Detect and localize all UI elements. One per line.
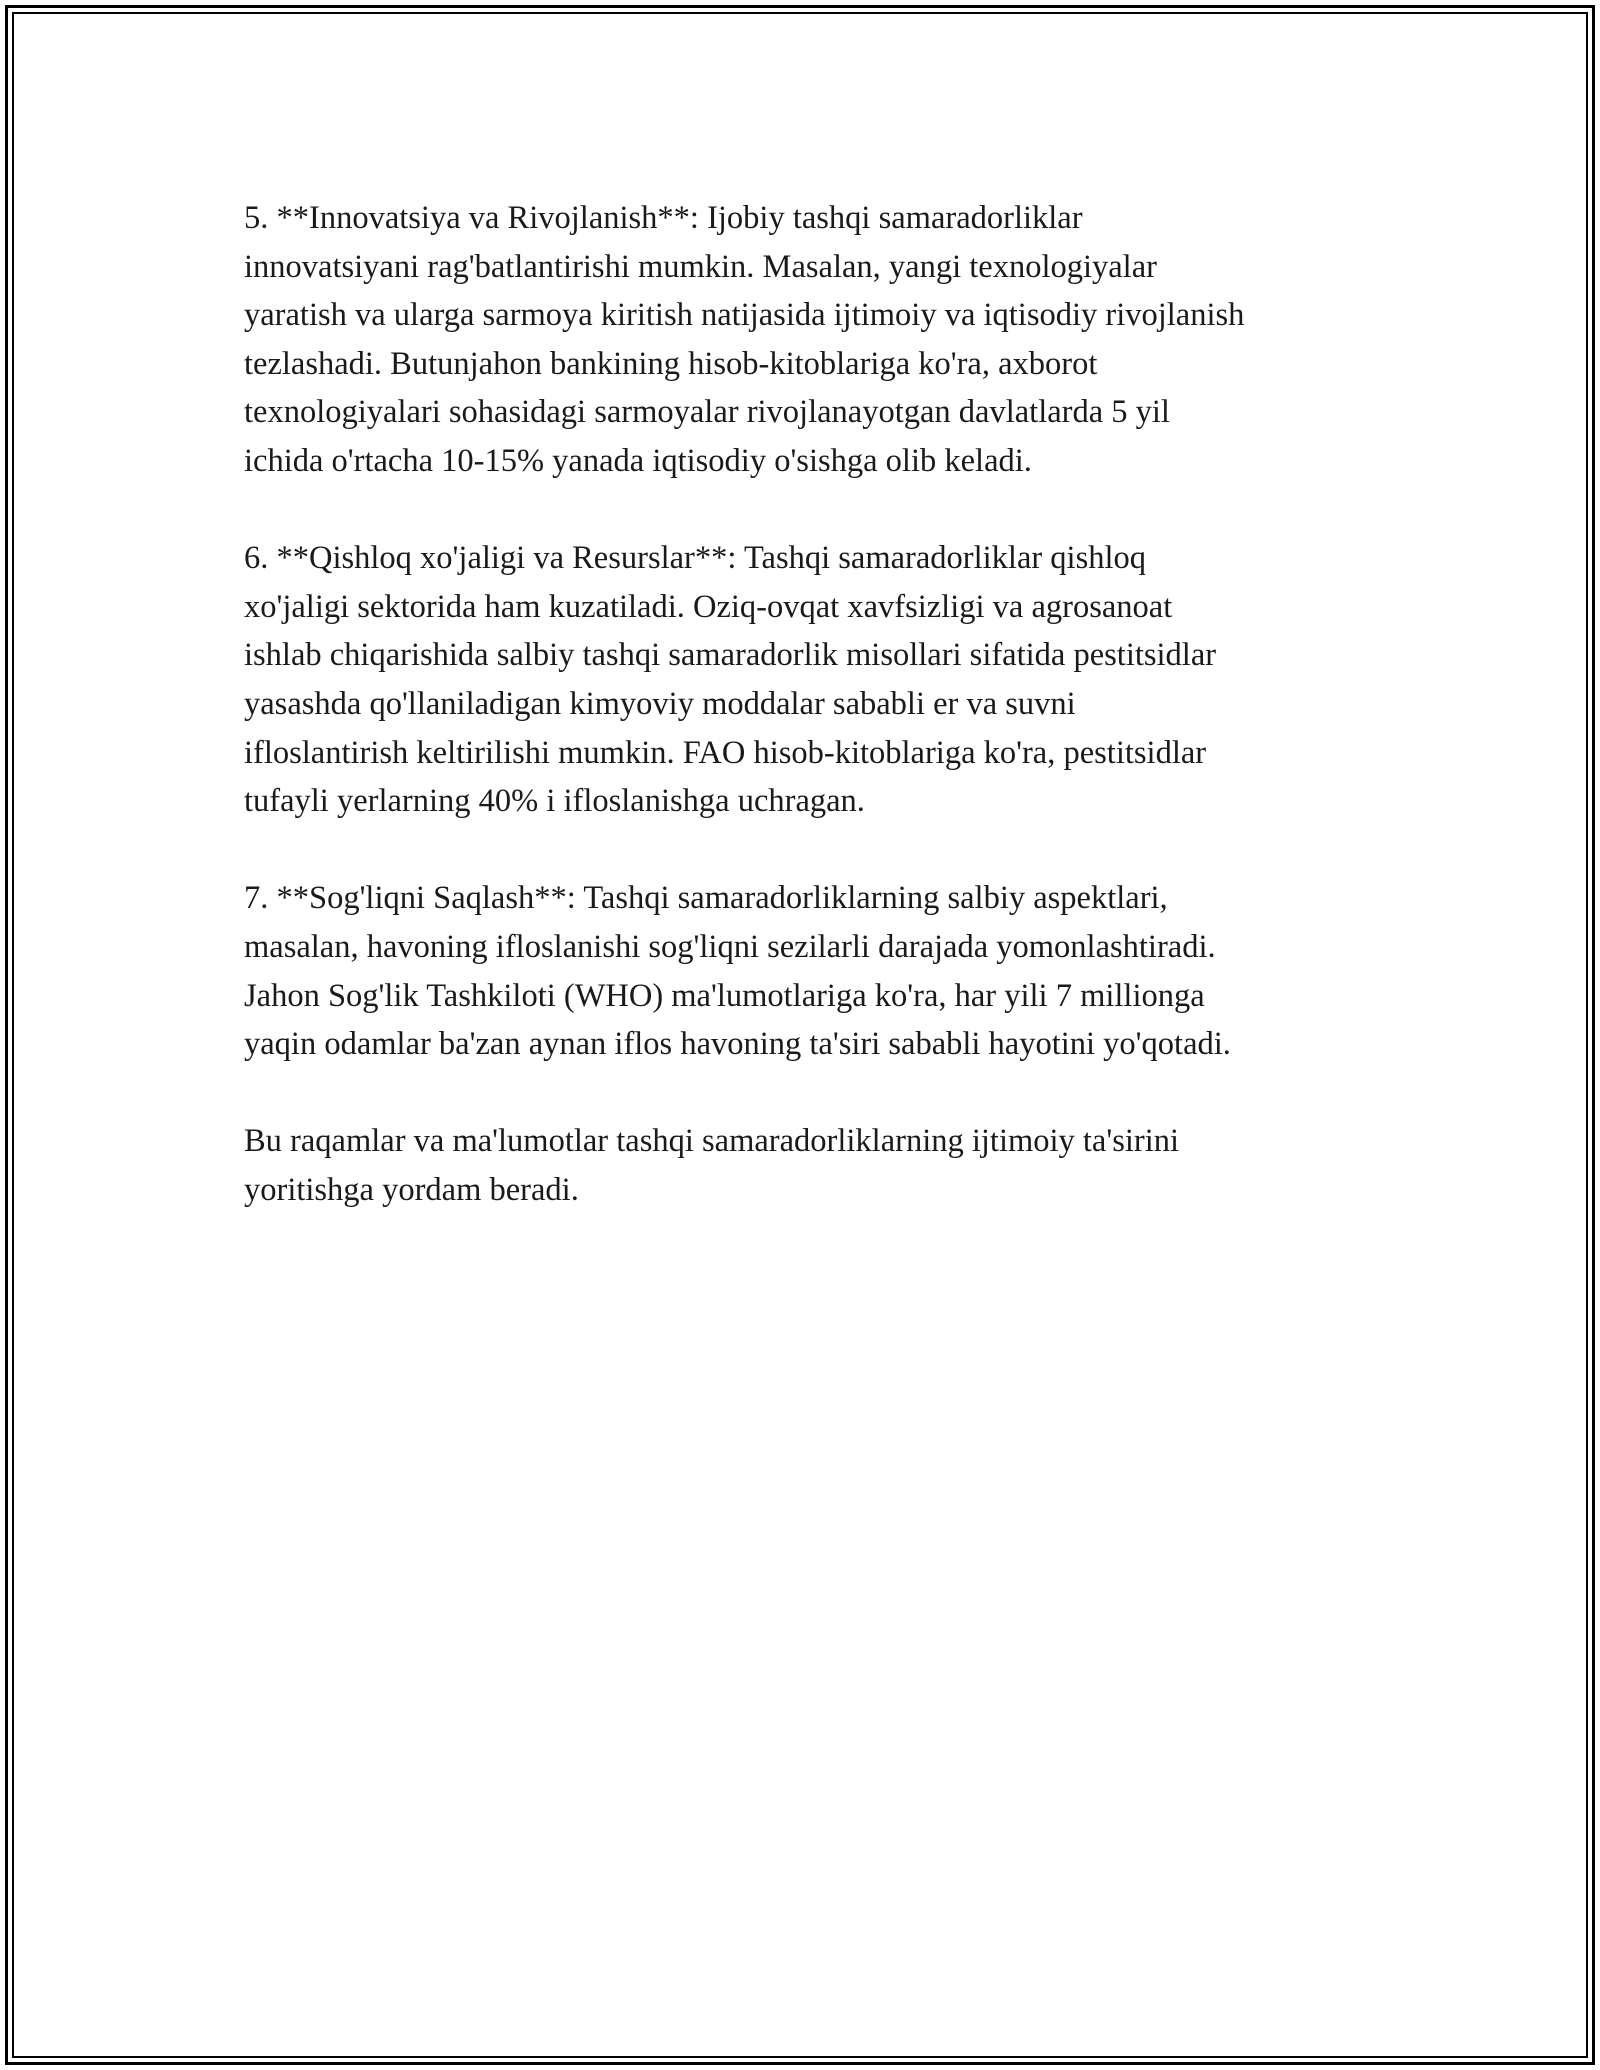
text-line: ifloslantirish keltirilishi mumkin. FAO hisob-kitoblariga ko'ra, pestitsidlar bbox=[244, 734, 1207, 771]
text-line: yasashda qo'llaniladigan kimyoviy moddalar sababli er va suvni bbox=[244, 685, 1076, 722]
paragraph-health bbox=[244, 874, 1404, 1068]
text-line: tezlashadi. Butunjahon bankining hisob-kitoblariga ko'ra, axborot bbox=[244, 345, 1098, 382]
document-body bbox=[244, 194, 1404, 1263]
text-line: innovatsiyani rag'batlantirishi mumkin. Masalan, yangi texnologiyalar bbox=[244, 248, 1157, 285]
text-line: xo'jaligi sektorida ham kuzatiladi. Oziq-ovqat xavfsizligi va agrosanoat bbox=[244, 588, 1173, 625]
paragraph-innovation bbox=[244, 194, 1404, 486]
text-line: 5. **Innovatsiya va Rivojlanish**: Ijobiy tashqi samaradorliklar bbox=[244, 200, 1083, 236]
text-line: yaqin odamlar ba'zan aynan iflos havoning ta'siri sababli hayotini yo'qotadi. bbox=[244, 1026, 1231, 1063]
page-frame bbox=[5, 5, 1595, 2065]
text-line: yoritishga yordam beradi. bbox=[244, 1171, 579, 1208]
text-line: 6. **Qishloq xo'jaligi va Resurslar**: Tashqi samaradorliklar qishloq bbox=[244, 540, 1147, 577]
text-line: tufayli yerlarning 40% i ifloslanishga uchragan. bbox=[244, 783, 865, 820]
paragraph-conclusion bbox=[244, 1117, 1404, 1214]
text-line: ichida o'rtacha 10-15% yanada iqtisodiy o'sishga olib keladi. bbox=[244, 442, 1032, 479]
text-line: masalan, havoning ifloslanishi sog'liqni sezilarli darajada yomonlashtiradi. bbox=[244, 928, 1216, 965]
text-line: yaratish va ularga sarmoya kiritish natijasida ijtimoiy va iqtisodiy rivojlanish bbox=[244, 297, 1245, 334]
text-line: Jahon Sog'lik Tashkiloti (WHO) ma'lumotlariga ko'ra, har yili 7 millionga bbox=[244, 977, 1205, 1014]
text-line: texnologiyalari sohasidagi sarmoyalar rivojlanayotgan davlatlarda 5 yil bbox=[244, 394, 1170, 431]
text-line: 7. **Sog'liqni Saqlash**: Tashqi samaradorliklarning salbiy aspektlari, bbox=[244, 880, 1168, 917]
text-line: Bu raqamlar va ma'lumotlar tashqi samaradorliklarning ijtimoiy ta'sirini bbox=[244, 1123, 1180, 1160]
text-line: ishlab chiqarishida salbiy tashqi samaradorlik misollari sifatida pestitsidlar bbox=[244, 637, 1217, 674]
paragraph-agriculture bbox=[244, 534, 1404, 826]
